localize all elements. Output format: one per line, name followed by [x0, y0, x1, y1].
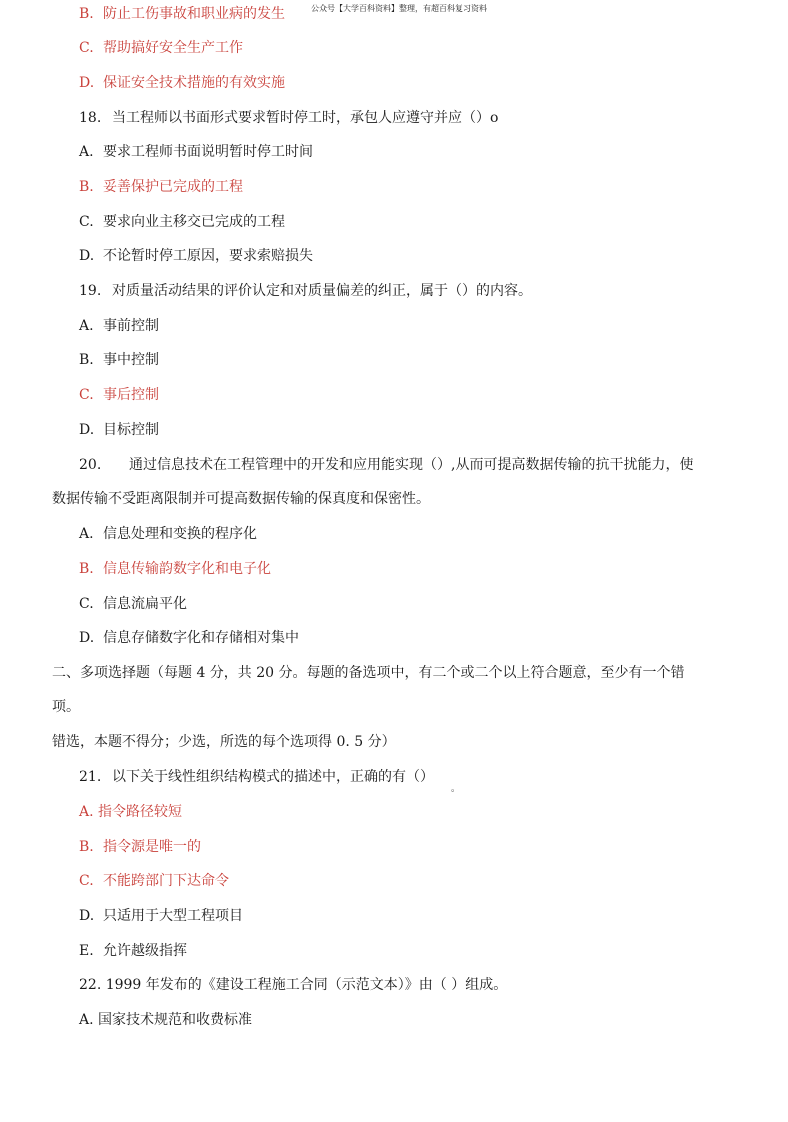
text-line — [79, 212, 285, 232]
text-line — [79, 524, 257, 544]
item-text: 事后控制 — [103, 387, 159, 403]
item-label: D. — [79, 630, 95, 646]
item-text: 指令源是唯一的 — [103, 839, 201, 855]
item-text: 当工程师以书面形式要求暂时停工时，承包人应遵守并应（）o — [112, 110, 499, 126]
item-label: C. — [79, 596, 94, 612]
text-line — [79, 455, 693, 475]
item-text: 不论暂时停工原因，要求索赔损失 — [103, 248, 313, 264]
text-line — [79, 559, 271, 579]
item-text: 不能跨部门下达命令 — [103, 873, 229, 889]
item-label: B. — [79, 179, 94, 195]
subscript-mark: 。 — [451, 784, 461, 794]
item-label: C. — [79, 387, 94, 403]
item-text: 22. 1999 年发布的《建设工程施工合同（示范文本）》由（ ）组成。 — [79, 977, 508, 993]
text-line — [79, 871, 229, 891]
item-label: C. — [79, 214, 94, 230]
item-label: 20. — [79, 457, 102, 473]
text-line — [79, 246, 313, 266]
item-label: 19. — [79, 283, 102, 299]
item-text: 目标控制 — [103, 422, 159, 438]
item-label: B. — [79, 561, 94, 577]
text-line — [52, 697, 80, 717]
item-label: C. — [79, 873, 94, 889]
item-text: 要求工程师书面说明暂时停工时间 — [103, 144, 313, 160]
text-line — [52, 663, 685, 683]
text-line — [79, 142, 313, 162]
text-line — [79, 628, 299, 648]
item-label: A. — [79, 526, 94, 542]
item-label: B. — [79, 6, 94, 22]
item-text: 信息流扁平化 — [103, 596, 187, 612]
text-line — [79, 73, 285, 93]
item-label: E. — [79, 943, 94, 959]
item-label: C. — [79, 40, 94, 56]
text-line — [79, 281, 532, 301]
item-label: D. — [79, 422, 95, 438]
text-line — [52, 732, 396, 752]
text-line — [79, 385, 159, 405]
text-line — [79, 906, 243, 926]
item-text: 对质量活动结果的评价认定和对质量偏差的纠正，属于（）的内容。 — [112, 283, 532, 299]
item-text: 二、多项选择题（每题 4 分，共 20 分。每题的备选项中，有二个或二个以上符合题意，至少有一个错 — [52, 665, 685, 681]
item-text: 信息处理和变换的程序化 — [103, 526, 257, 542]
item-label: B. — [79, 839, 94, 855]
text-line — [79, 802, 182, 822]
item-text: 事前控制 — [103, 318, 159, 334]
item-label: 18. — [79, 110, 102, 126]
item-text: 保证安全技术措施的有效实施 — [103, 75, 285, 91]
text-line — [79, 350, 159, 370]
item-text: 只适用于大型工程项目 — [103, 908, 243, 924]
item-text: 数据传输不受距离限制并可提高数据传输的保真度和保密性。 — [52, 491, 430, 507]
text-line — [79, 767, 434, 787]
text-line — [79, 316, 159, 336]
item-text: 项。 — [52, 699, 80, 715]
item-text: 信息存储数字化和存储相对集中 — [103, 630, 299, 646]
text-line — [79, 941, 187, 961]
item-label: D. — [79, 248, 95, 264]
item-label: A. — [79, 318, 94, 334]
header-note: 公众号【大学百科资料】整理，有超百科复习资料 — [311, 4, 487, 13]
item-text: 通过信息技术在工程管理中的开发和应用能实现（）,从而可提高数据传输的抗干扰能力，使 — [129, 457, 694, 473]
text-line — [52, 489, 430, 509]
text-line — [79, 108, 498, 128]
text-line — [79, 4, 285, 24]
text-line — [79, 38, 243, 58]
item-label: B. — [79, 352, 94, 368]
item-text: A. 国家技术规范和收费标准 — [79, 1012, 253, 1028]
text-line — [79, 594, 187, 614]
item-text: 允许越级指挥 — [103, 943, 187, 959]
item-label: 21. — [79, 769, 102, 785]
item-text: 错选，本题不得分；少选，所选的每个选项得 0. 5 分） — [52, 734, 396, 750]
item-label: A. — [79, 144, 94, 160]
text-line — [79, 177, 243, 197]
item-text: 妥善保护已完成的工程 — [103, 179, 243, 195]
item-label: D. — [79, 908, 95, 924]
text-line — [79, 837, 201, 857]
item-text: 信息传输韵数字化和电子化 — [103, 561, 271, 577]
text-line — [79, 1010, 252, 1030]
item-text: A. 指令路径较短 — [79, 804, 183, 820]
text-line — [79, 420, 159, 440]
item-text: 要求向业主移交已完成的工程 — [103, 214, 285, 230]
text-line — [79, 975, 507, 995]
item-text: 事中控制 — [103, 352, 159, 368]
item-label: D. — [79, 75, 95, 91]
item-text: 帮助搞好安全生产工作 — [103, 40, 243, 56]
item-text: 防止工伤事故和职业病的发生 — [103, 6, 285, 22]
item-text: 以下关于线性组织结构模式的描述中，正确的有（） — [112, 769, 434, 785]
